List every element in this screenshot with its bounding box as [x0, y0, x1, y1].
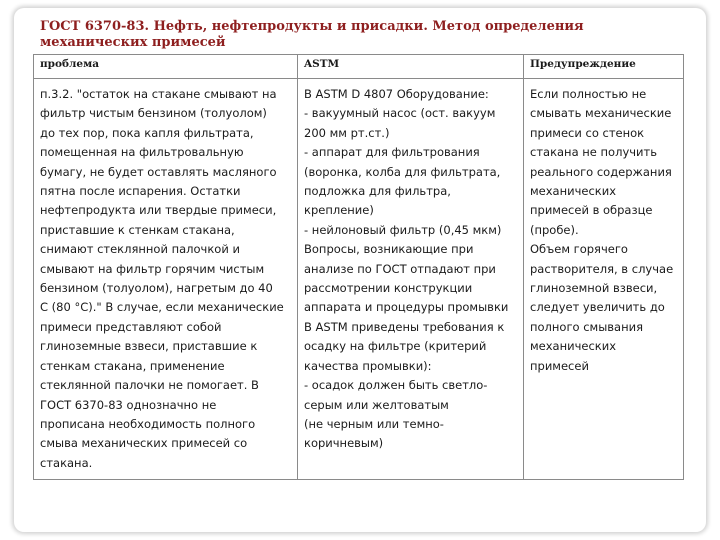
cell-problem-text: п.3.2. "остаток на стакане смывают на фильтр чистым бензином (толуолом) до тех пор, пока капля фильтрата, помещенная на фильтровальную бумагу, не будет оставлять масляного пятна после испарения. Остатки нефтепродукта или твердые примеси, приставшие к стенкам стакана, снимают стеклянной палочкой и смывают на фильтр горячим чистым бензином (толуолом), нагретым до 40 С (80 °С)." В случае, если механические примеси представляют собой глиноземные взвеси, приставшие к стенкам стакана, применение стеклянной палочки не помогает. В ГОСТ 6370-83 однозначно не прописана необходимость полного смыва механических примесей со стакана.: [40, 87, 284, 470]
header-warning: Предупреждение: [524, 55, 684, 79]
cell-problem: [34, 79, 298, 480]
table-row: [34, 79, 684, 480]
header-astm: ASTM: [298, 55, 524, 79]
cell-astm-text: В ASTM D 4807 Оборудование: - вакуумный насос (ост. вакуум 200 мм рт.ст.) - аппарат для фильтрования (воронка, колба для фильтрата, подложка для фильтра, крепление) - нейлоновый фильтр (0,45 мкм) Вопросы, возникающие при анализе по ГОСТ отпадают при рассмотрении конструкции аппарата и процедуры промывки В ASTM приведены требования к осадку на фильтре (критерий качества промывки): - осадок должен быть светло- серым или желтоватым (не черным или темно- коричневым): [304, 87, 509, 451]
page-title: ГОСТ 6370-83. Нефть, нефтепродукты и присадки. Метод определения механических примесей: [40, 19, 584, 50]
table-header-row: [34, 55, 684, 79]
cell-warning: [524, 79, 684, 480]
cell-warning-text: Если полностью не смывать механические примеси со стенок стакана не получить реального содержания механических примесей в образце (пробе). Объем горячего растворителя, в случае глиноземной взвеси, следует увеличить до полного смывания механических примесей: [530, 87, 674, 373]
cell-astm: [298, 79, 524, 480]
header-problem: проблема: [34, 55, 298, 79]
comparison-table: [33, 54, 684, 480]
